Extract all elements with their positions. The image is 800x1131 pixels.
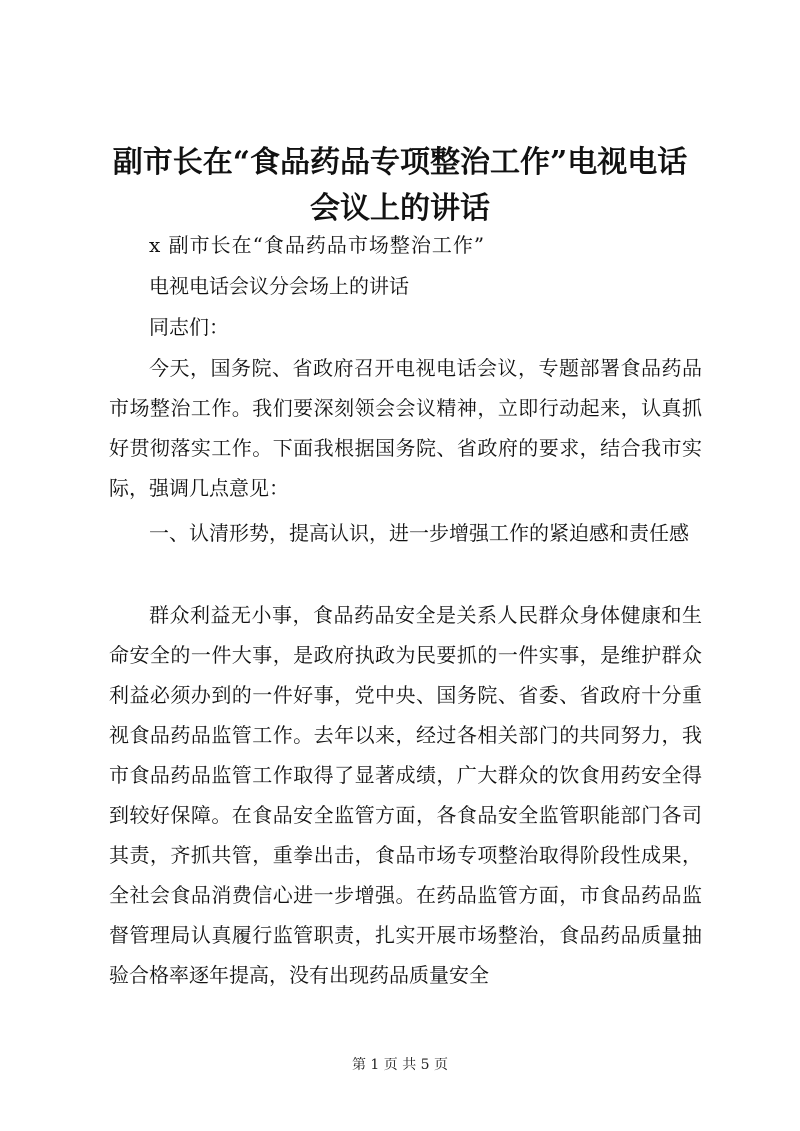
page-footer: 第 1 页 共 5 页	[351, 1057, 449, 1073]
salutation: 同志们：	[149, 315, 229, 339]
section-heading-1: 一、认清形势，提高认识，进一步增强工作的紧迫感和责任感	[149, 521, 689, 545]
document-title-line-1: 副市长在“食品药品专项整治工作”电视电话	[112, 145, 688, 180]
paragraph-intro: 今天，国务院、省政府召开电视电话会议，专题部署食品药品市场整治工作。我们要深刻领会会议精神，立即行动起来，认真抓好贯彻落实工作。下面我根据国务院、省政府的要求，结合我市实际，强调几点意见：	[109, 356, 702, 500]
subtitle-line-1: x 副市长在“食品药品市场整治工作”	[149, 233, 486, 257]
paragraph-body: 群众利益无小事，食品药品安全是关系人民群众身体健康和生命安全的一件大事，是政府执政为民要抓的一件实事，是维护群众利益必须办到的一件好事，党中央、国务院、省委、省政府十分重视食品药品监管工作。去年以来，经过各相关部门的共同努力，我市食品药品监管工作取得了显著成绩，广大群众的饮食用药安全得到较好保障。在食品安全监管方面，各食品安全监管职能部门各司其责，齐抓共管，重拳出击，食品市场专项整治取得阶段性成果，全社会食品消费信心进一步增强。在药品监管方面，市食品药品监督管理局认真履行监管职责，扎实开展市场整治，食品药品质量抽验合格率逐年提高，没有出现药品质量安全	[109, 603, 702, 987]
document-title-line-2: 会议上的讲话	[310, 191, 490, 226]
subtitle-line-2: 电视电话会议分会场上的讲话	[149, 274, 409, 298]
